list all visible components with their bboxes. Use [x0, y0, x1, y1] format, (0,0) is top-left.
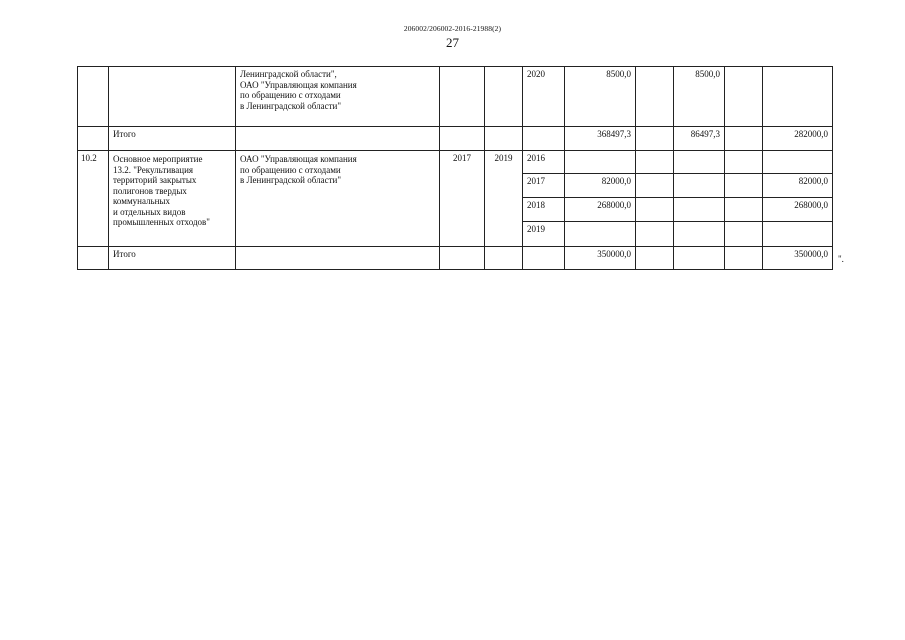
program-table	[77, 66, 833, 270]
budget-col-2	[674, 247, 725, 270]
budget-col-3	[725, 222, 763, 247]
budget-col-3	[725, 67, 763, 127]
budget-col-4: 282000,0	[763, 127, 833, 151]
row-number	[78, 127, 109, 151]
row-number	[78, 247, 109, 270]
total-amount	[565, 151, 636, 174]
budget-col-1	[636, 174, 674, 198]
start-year	[440, 67, 485, 127]
budget-col-4: 82000,0	[763, 174, 833, 198]
measure-name: Основное мероприятие 13.2. "Рекультивация территорий закрытых полигонов твердых коммунальных и отдельных видов промышленных отходов"	[109, 151, 236, 247]
total-amount: 82000,0	[565, 174, 636, 198]
measure-name: Итого	[109, 247, 236, 270]
budget-col-2	[674, 151, 725, 174]
start-year	[440, 127, 485, 151]
executor	[236, 127, 440, 151]
end-year	[485, 67, 523, 127]
year: 2018	[523, 198, 565, 222]
year: 2020	[523, 67, 565, 127]
total-amount: 368497,3	[565, 127, 636, 151]
budget-col-1	[636, 67, 674, 127]
year: 2016	[523, 151, 565, 174]
page-number: 27	[446, 35, 459, 50]
year: 2019	[523, 222, 565, 247]
budget-col-2	[674, 222, 725, 247]
measure-name	[109, 67, 236, 127]
start-year: 2017	[440, 151, 485, 247]
row-number	[78, 67, 109, 127]
budget-col-4: 268000,0	[763, 198, 833, 222]
executor	[236, 247, 440, 270]
executor: ОАО "Управляющая компания по обращению с отходами в Ленинградской области"	[236, 151, 440, 247]
budget-col-3	[725, 174, 763, 198]
budget-col-4	[763, 222, 833, 247]
row-number: 10.2	[78, 151, 109, 247]
executor: Ленинградской области", ОАО "Управляющая компания по обращению с отходами в Ленинградской области"	[236, 67, 440, 127]
start-year	[440, 247, 485, 270]
budget-col-4	[763, 151, 833, 174]
budget-col-3	[725, 127, 763, 151]
end-year	[485, 127, 523, 151]
total-amount: 8500,0	[565, 67, 636, 127]
budget-col-3	[725, 151, 763, 174]
budget-col-2	[674, 198, 725, 222]
total-amount: 268000,0	[565, 198, 636, 222]
budget-col-2: 8500,0	[674, 67, 725, 127]
total-amount: 350000,0	[565, 247, 636, 270]
closing-quote-mark: ".	[838, 254, 844, 264]
end-year: 2019	[485, 151, 523, 247]
budget-col-3	[725, 198, 763, 222]
year	[523, 127, 565, 151]
budget-col-2: 86497,3	[674, 127, 725, 151]
table-row	[78, 127, 833, 151]
measure-name: Итого	[109, 127, 236, 151]
budget-col-1	[636, 247, 674, 270]
year: 2017	[523, 174, 565, 198]
budget-col-4	[763, 67, 833, 127]
document-id: 206002/206002-2016-21988(2)	[403, 24, 502, 33]
total-amount	[565, 222, 636, 247]
budget-col-4: 350000,0	[763, 247, 833, 270]
table-row	[78, 247, 833, 270]
table-row	[78, 67, 833, 127]
budget-col-3	[725, 247, 763, 270]
table-row	[78, 151, 833, 174]
budget-col-1	[636, 127, 674, 151]
year	[523, 247, 565, 270]
budget-col-1	[636, 198, 674, 222]
budget-col-1	[636, 222, 674, 247]
end-year	[485, 247, 523, 270]
budget-col-1	[636, 151, 674, 174]
budget-col-2	[674, 174, 725, 198]
